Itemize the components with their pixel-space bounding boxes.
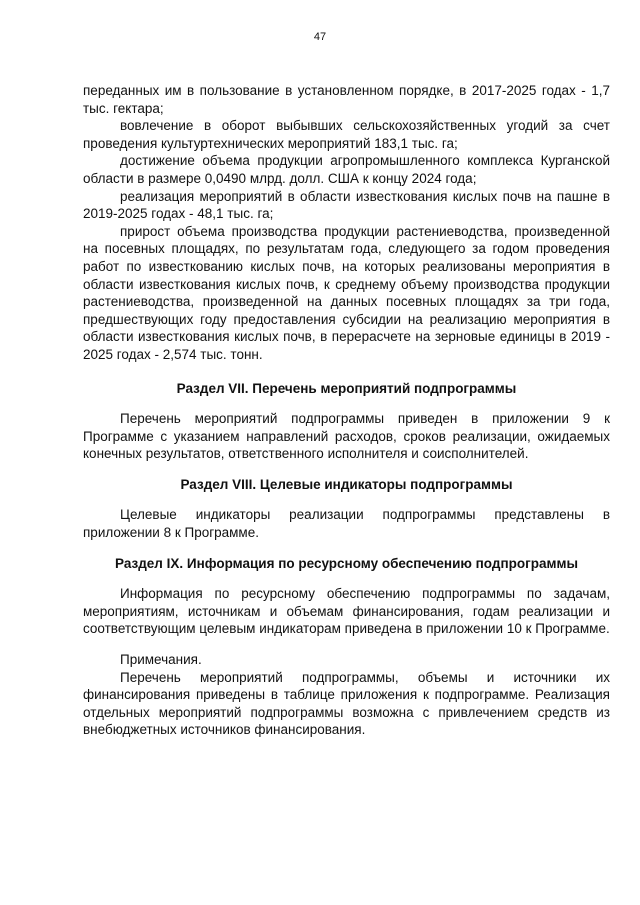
spacer (83, 542, 610, 555)
notes-title: Примечания. (120, 652, 202, 668)
spacer (83, 463, 610, 476)
spacer (83, 638, 610, 651)
paragraph-liming-area: реализация мероприятий в области известкования кислых почв на пашне в 2019-2025 годах - 48,1 тыс. га; (83, 188, 610, 222)
page-body (83, 82, 610, 739)
paragraph-continuation: переданных им в пользование в установленном порядке, в 2017-2025 годах - 1,7 тыс. гектара; (83, 83, 610, 116)
paragraph-crop-growth: прирост объема производства продукции растениеводства, произведенной на посевных площадях, по результатам года, следующего за годом проведения работ по известкованию кислых почв, на которых реализованы мероприятия в области известкования кислых почв, к среднему объему производства продукции растениеводства, произведенной на данных посевных площадях за три года, предшествующих году предоставления субсидии на реализацию мероприятия в области известкования кислых почв, в перерасчете на зерновые единицы в 2019 - 2025 годах - 2,574 тыс. тонн. (83, 223, 610, 362)
section-7-text: Перечень мероприятий подпрограммы приведен в приложении 9 к Программе с указанием направлений расходов, сроков реализации, ожидаемых конечных результатов, ответственного исполнителя и соисполнителей. (83, 411, 610, 462)
paragraph-agro-output: достижение объема продукции агропромышленного комплекса Курганской области в размере 0,0490 млрд. долл. США к концу 2024 года; (83, 153, 610, 186)
section-8-heading: Раздел VIII. Целевые индикаторы подпрограммы (180, 476, 513, 492)
notes-text: Перечень мероприятий подпрограммы, объемы и источники их финансирования приведены в таблице приложения к подпрограмме. Реализация отдельных мероприятий подпрограммы возможна с привлечением средств из внебюджетных источников финансирования. (83, 669, 610, 738)
spacer (83, 572, 610, 585)
spacer (83, 364, 610, 380)
paragraph-land-involvement: вовлечение в оборот выбывших сельскохозяйственных угодий за счет проведения культуртехнических мероприятий 183,1 тыс. га; (83, 118, 610, 151)
section-7-heading: Раздел VII. Перечень мероприятий подпрограммы (176, 380, 517, 396)
section-9-text: Информация по ресурсному обеспечению подпрограммы по задачам, мероприятиям, источникам и объемам финансирования, годам реализации и соответствующим целевым индикаторам приведена в приложении 10 к Программе. (83, 586, 610, 637)
spacer (83, 397, 610, 410)
page-number: 47 (313, 31, 327, 43)
section-9-heading: Раздел IX. Информация по ресурсному обеспечению подпрограммы (115, 555, 578, 571)
section-8-text: Целевые индикаторы реализации подпрограммы представлены в приложении 8 к Программе. (83, 507, 610, 541)
spacer (83, 493, 610, 506)
